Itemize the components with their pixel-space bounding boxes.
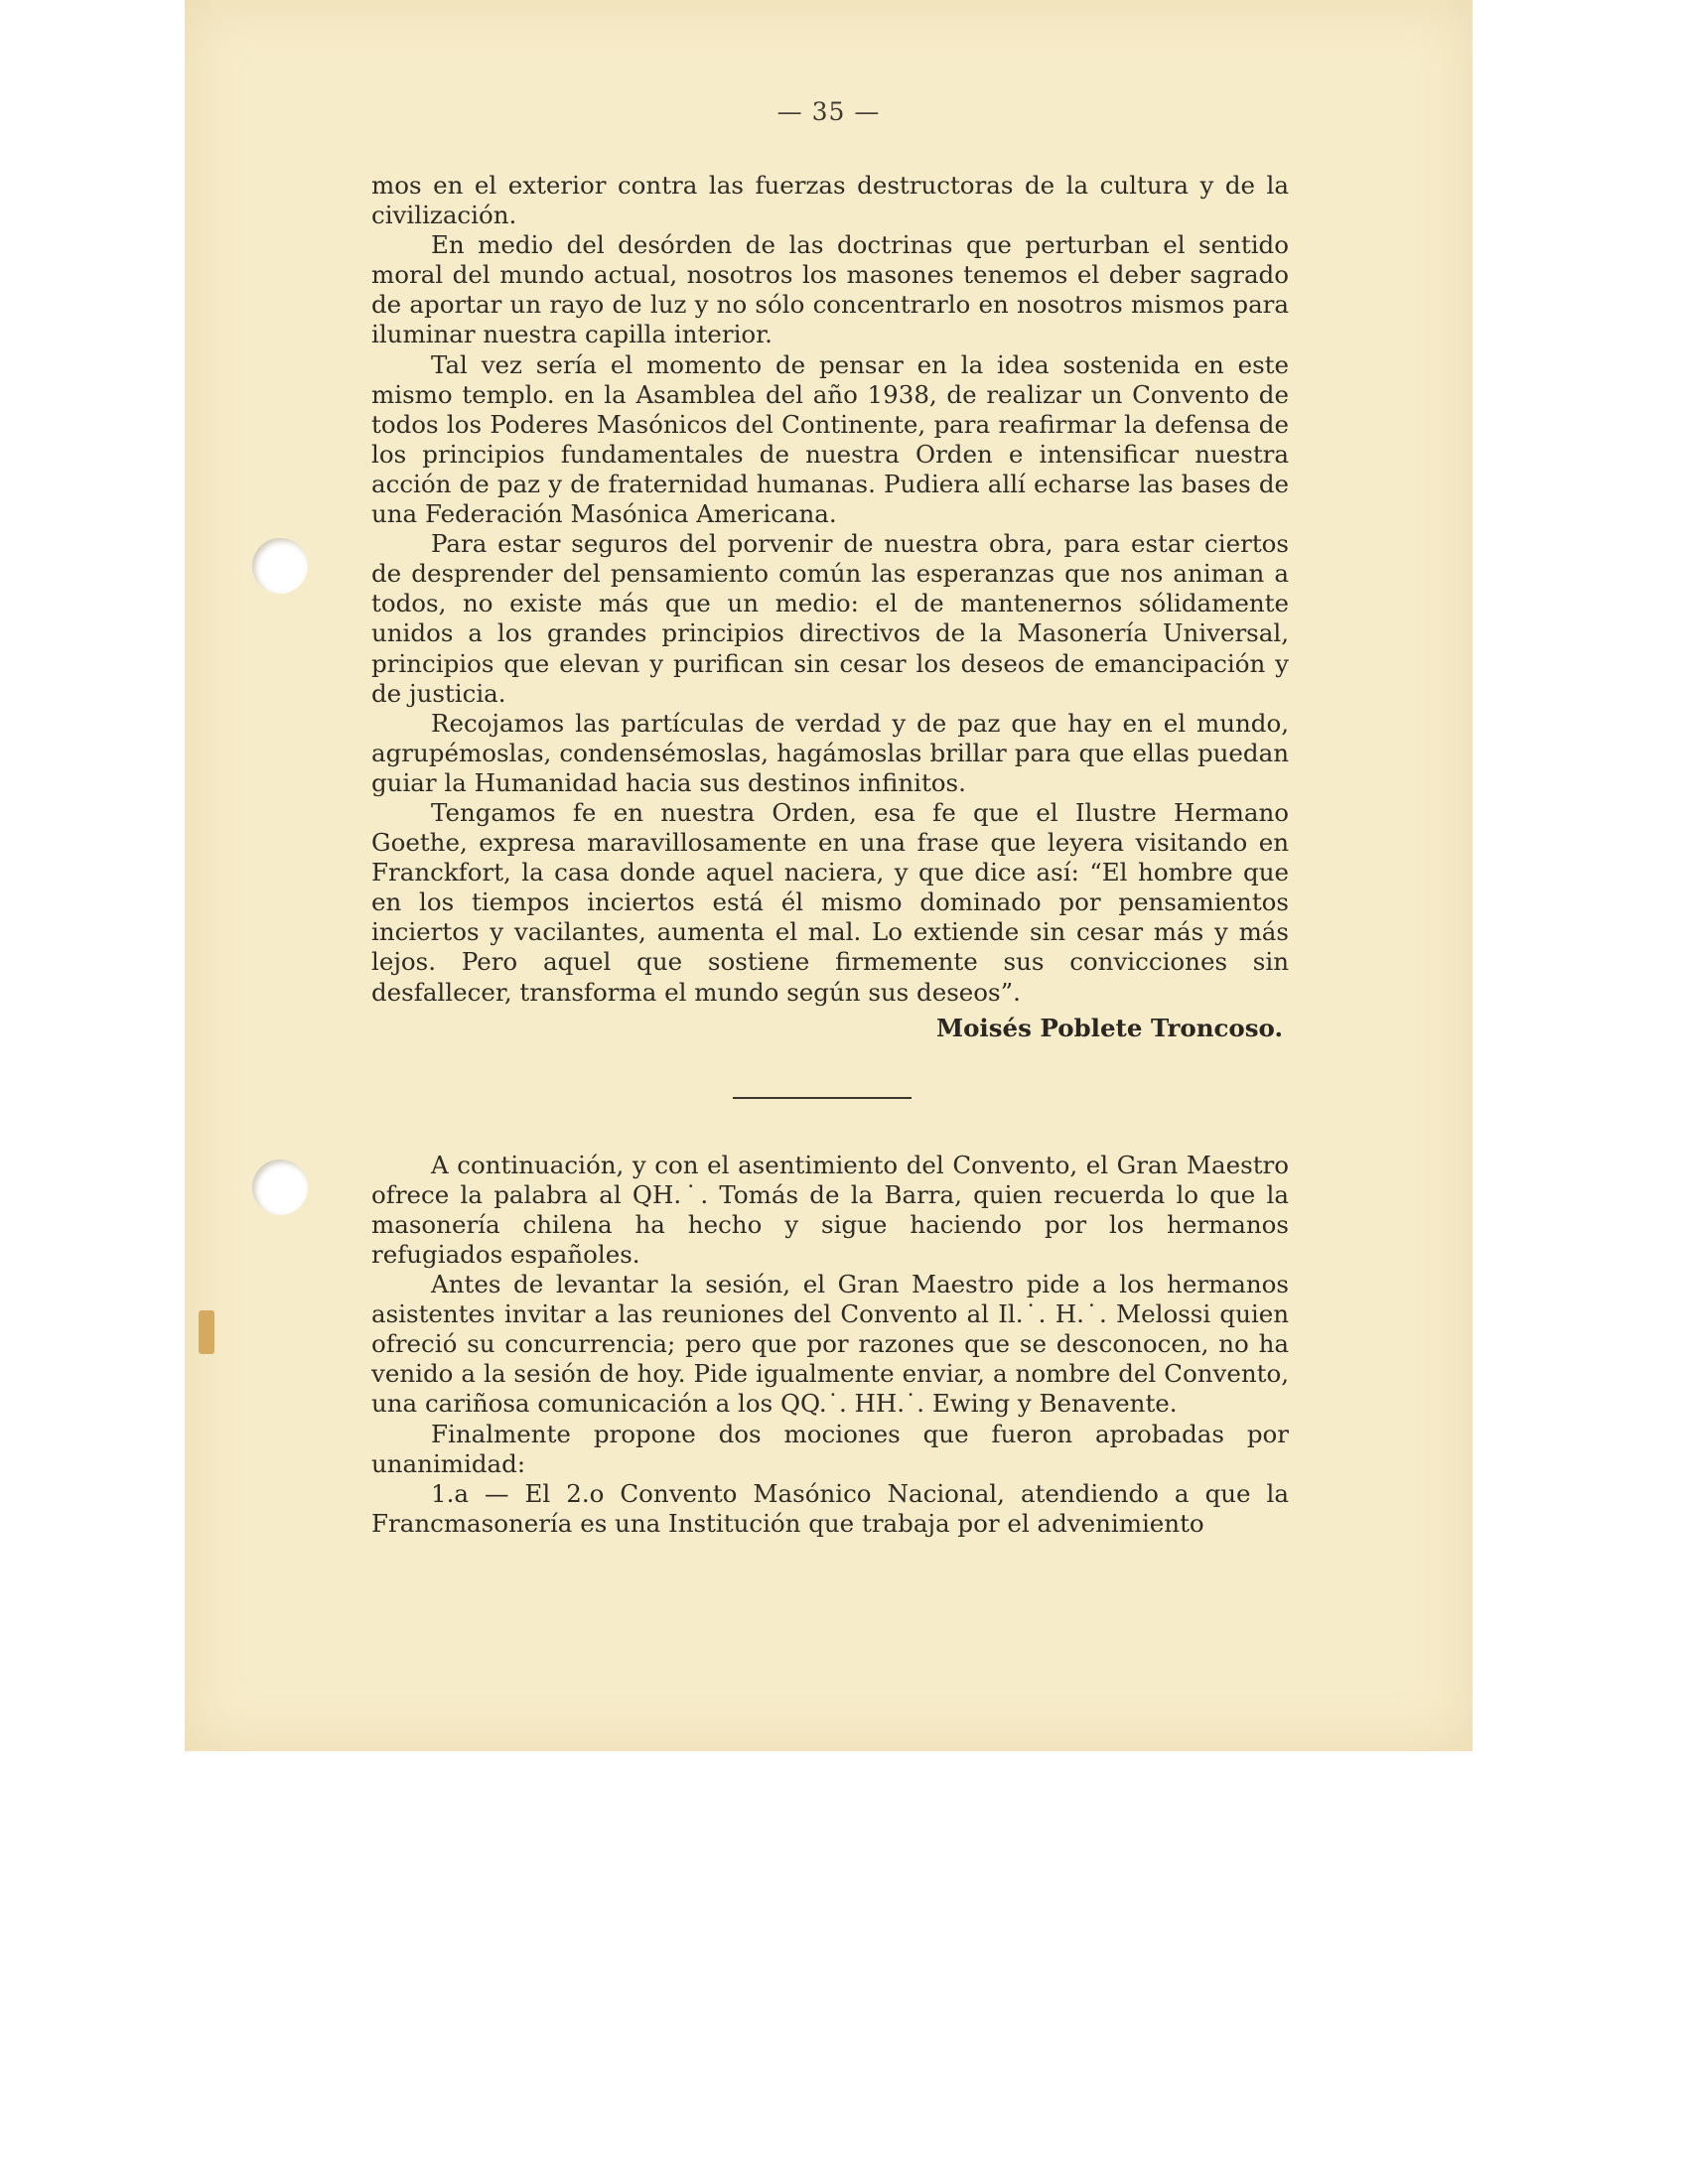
paragraph: Finalmente propone dos mociones que fueron aprobadas por unanimidad: <box>371 1419 1289 1478</box>
page-edge-shadow <box>211 0 1447 10</box>
page-number: — 35 — <box>776 97 881 126</box>
paragraph: mos en el exterior contra las fuerzas destructoras de la cultura y de la civilización. <box>371 171 1289 230</box>
tape-mark <box>199 1310 214 1354</box>
paragraph: Tal vez sería el momento de pensar en la idea sostenida en este mismo templo. en la Asamblea del año 1938, de realizar un Convento de todos los Poderes Masónicos del Continente, para reafirmar la defensa de los principios fundamentales de nuestra Orden e intensificar nuestra acción de paz y de fraternidad humanas. Pudiera allí echarse las bases de una Federación Masónica Americana. <box>371 349 1289 529</box>
paragraph: 1.a — El 2.o Convento Masónico Nacional, atendiendo a que la Francmasonería es una Institución que trabaja por el advenimiento <box>371 1478 1289 1538</box>
body-text <box>371 171 1289 1539</box>
binder-hole-top <box>252 538 308 594</box>
paragraph: En medio del desórden de las doctrinas que perturban el sentido moral del mundo actual, nosotros los masones tenemos el deber sagrado de aportar un rayo de luz y no sólo concentrarlo en nosotros mismos para iluminar nuestra capilla interior. <box>371 230 1289 349</box>
paragraph: Para estar seguros del porvenir de nuestra obra, para estar ciertos de desprender del pensamiento común las esperanzas que nos animan a todos, no existe más que un medio: el de mantenernos sólidamente unidos a los grandes principios directivos de la Masonería Universal, principios que elevan y purifican sin cesar los deseos de emancipación y de justicia. <box>371 529 1289 708</box>
paragraph: Recojamos las partículas de verdad y de paz que hay en el mundo, agrupémoslas, condensémoslas, hagámoslas brillar para que ellas puedan guiar la Humanidad hacia sus destinos infinitos. <box>371 708 1289 797</box>
scanned-page <box>185 0 1473 1751</box>
paragraph: Antes de levantar la sesión, el Gran Maestro pide a los hermanos asistentes invitar a las reuniones del Convento al Il.˙. H.˙. Melossi quien ofreció su concurrencia; pero que por razones que se desconocen, no ha venido a la sesión de hoy. Pide igualmente enviar, a nombre del Convento, una cariñosa comunicación a los QQ.˙. HH.˙. Ewing y Benavente. <box>371 1270 1289 1419</box>
author-signature: Moisés Poblete Troncoso. <box>935 1013 1283 1042</box>
paragraph: A continuación, y con el asentimiento del Convento, el Gran Maestro ofrece la palabra al QH.˙. Tomás de la Barra, quien recuerda lo que la masonería chilena ha hecho y sigue haciendo por los hermanos refugiados españoles. <box>371 1150 1289 1269</box>
binder-hole-bottom <box>252 1160 308 1215</box>
section-divider <box>733 1097 912 1099</box>
paragraph: Tengamos fe en nuestra Orden, esa fe que el Ilustre Hermano Goethe, expresa maravillosamente en una frase que leyera visitando en Franckfort, la casa donde aquel naciera, y que dice así: “El hombre que en los tiempos inciertos está él mismo dominado por pensamientos inciertos y vacilantes, aumenta el mal. Lo extiende sin cesar más y más lejos. Pero aquel que sostiene firmemente sus convicciones sin desfallecer, transforma el mundo según sus deseos”. <box>371 797 1289 1007</box>
